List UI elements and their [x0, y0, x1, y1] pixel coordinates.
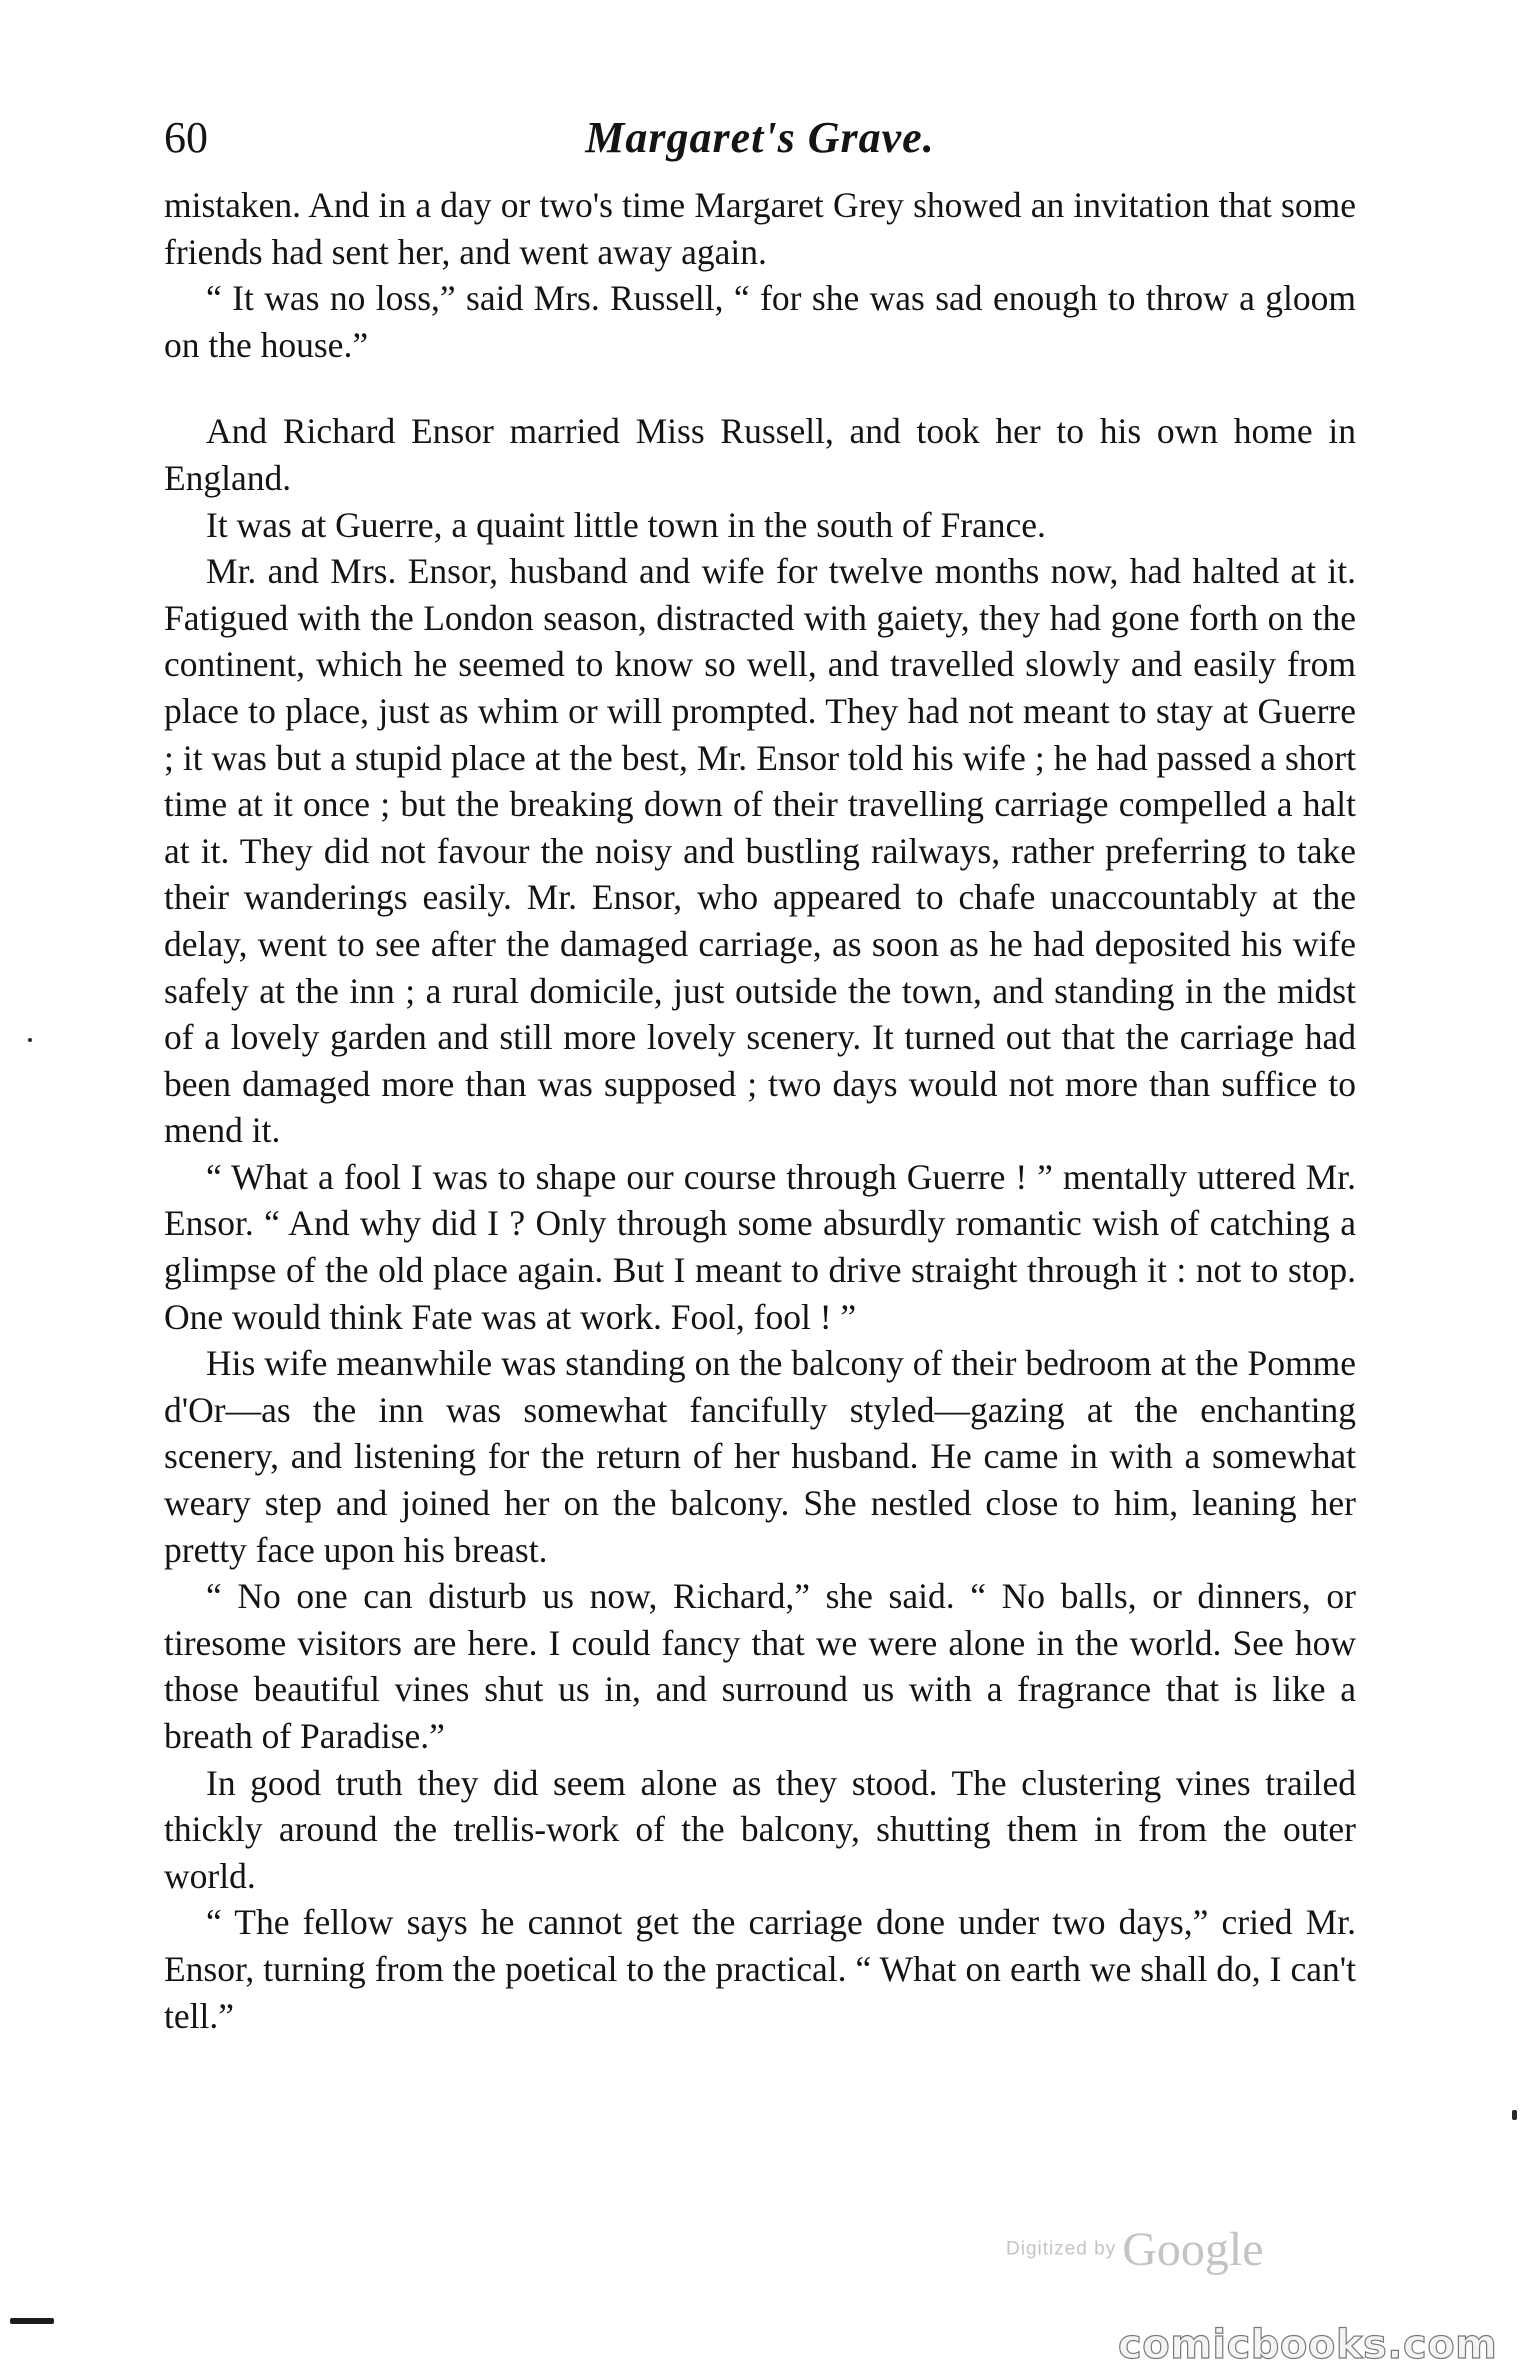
paragraph: In good truth they did seem alone as they stood. The clustering vines trailed thickly around the trellis-work of the balcony, shutting them in from the outer world. [164, 1762, 1356, 1896]
page-header [164, 108, 1356, 168]
paragraph: It was at Guerre, a quaint little town in the south of France. [206, 504, 1046, 545]
paragraph: And Richard Ensor married Miss Russell, and took her to his own home in England. [164, 411, 1356, 498]
margin-speck [28, 1038, 32, 1042]
margin-mark [10, 2318, 54, 2324]
paragraph: mistaken. And in a day or two's time Margaret Grey showed an invitation that some friends had sent her, and went away again. [164, 185, 1356, 272]
running-title: Margaret's Grave. [585, 113, 935, 162]
paragraph: “ The fellow says he cannot get the carriage done under two days,” cried Mr. Ensor, turning from the poetical to the practical. “ What on earth we shall do, I can't tell.” [164, 1902, 1356, 2036]
paragraph: “ It was no loss,” said Mrs. Russell, “ for she was sad enough to throw a gloom on the house.” [164, 278, 1356, 365]
margin-speck [1512, 2110, 1517, 2120]
google-logo: Google [1122, 2223, 1264, 2276]
digitized-by-google-watermark [1006, 2222, 1264, 2276]
paragraph: “ No one can disturb us now, Richard,” she said. “ No balls, or dinners, or tiresome visitors are here. I could fancy that we were alone in the world. See how those beautiful vines shut us in, and surround us with a fragrance that is like a breath of Paradise.” [164, 1576, 1356, 1756]
paragraph: “ What a fool I was to shape our course through Guerre ! ” mentally uttered Mr. Ensor. “ And why did I ? Only through some absurdly romantic wish of catching a glimpse of the old place again. But I meant to drive straight through it : not to stop. One would think Fate was at work. Fool, fool ! ” [164, 1156, 1356, 1337]
paragraph: His wife meanwhile was standing on the balcony of their bedroom at the Pomme d'Or—as the inn was somewhat fancifully styled—gazing at the enchanting scenery, and listening for the return of her husband. He came in with a somewhat weary step and joined her on the balcony. She nestled close to him, leaning her pretty face upon his breast. [164, 1343, 1356, 1570]
paragraph: Mr. and Mrs. Ensor, husband and wife for twelve months now, had halted at it. Fatigued with the London season, distracted with gaiety, they had gone forth on the continent, which he seemed to know so well, and travelled slowly and easily from place to place, just as whim or will prompted. They had not meant to stay at Guerre ; it was but a stupid place at the best, Mr. Ensor told his wife ; he had passed a short time at it once ; but the breaking down of their travelling carriage compelled a halt at it. They did not favour the noisy and bustling railways, rather preferring to take their wanderings easily. Mr. Ensor, who appeared to chafe unaccountably at the delay, went to see after the damaged carriage, as soon as he had deposited his wife safely at the inn ; a rural domicile, just outside the town, and standing in the midst of a lovely garden and still more lovely scenery. It turned out that the carriage had been damaged more than was supposed ; two days would not more than suffice to mend it. [164, 551, 1356, 1151]
digitized-by-label: Digitized by [1006, 2238, 1117, 2260]
body-text [164, 182, 1356, 2039]
site-watermark: comicbooks.com [1118, 2322, 1498, 2368]
page-number: 60 [164, 113, 208, 162]
